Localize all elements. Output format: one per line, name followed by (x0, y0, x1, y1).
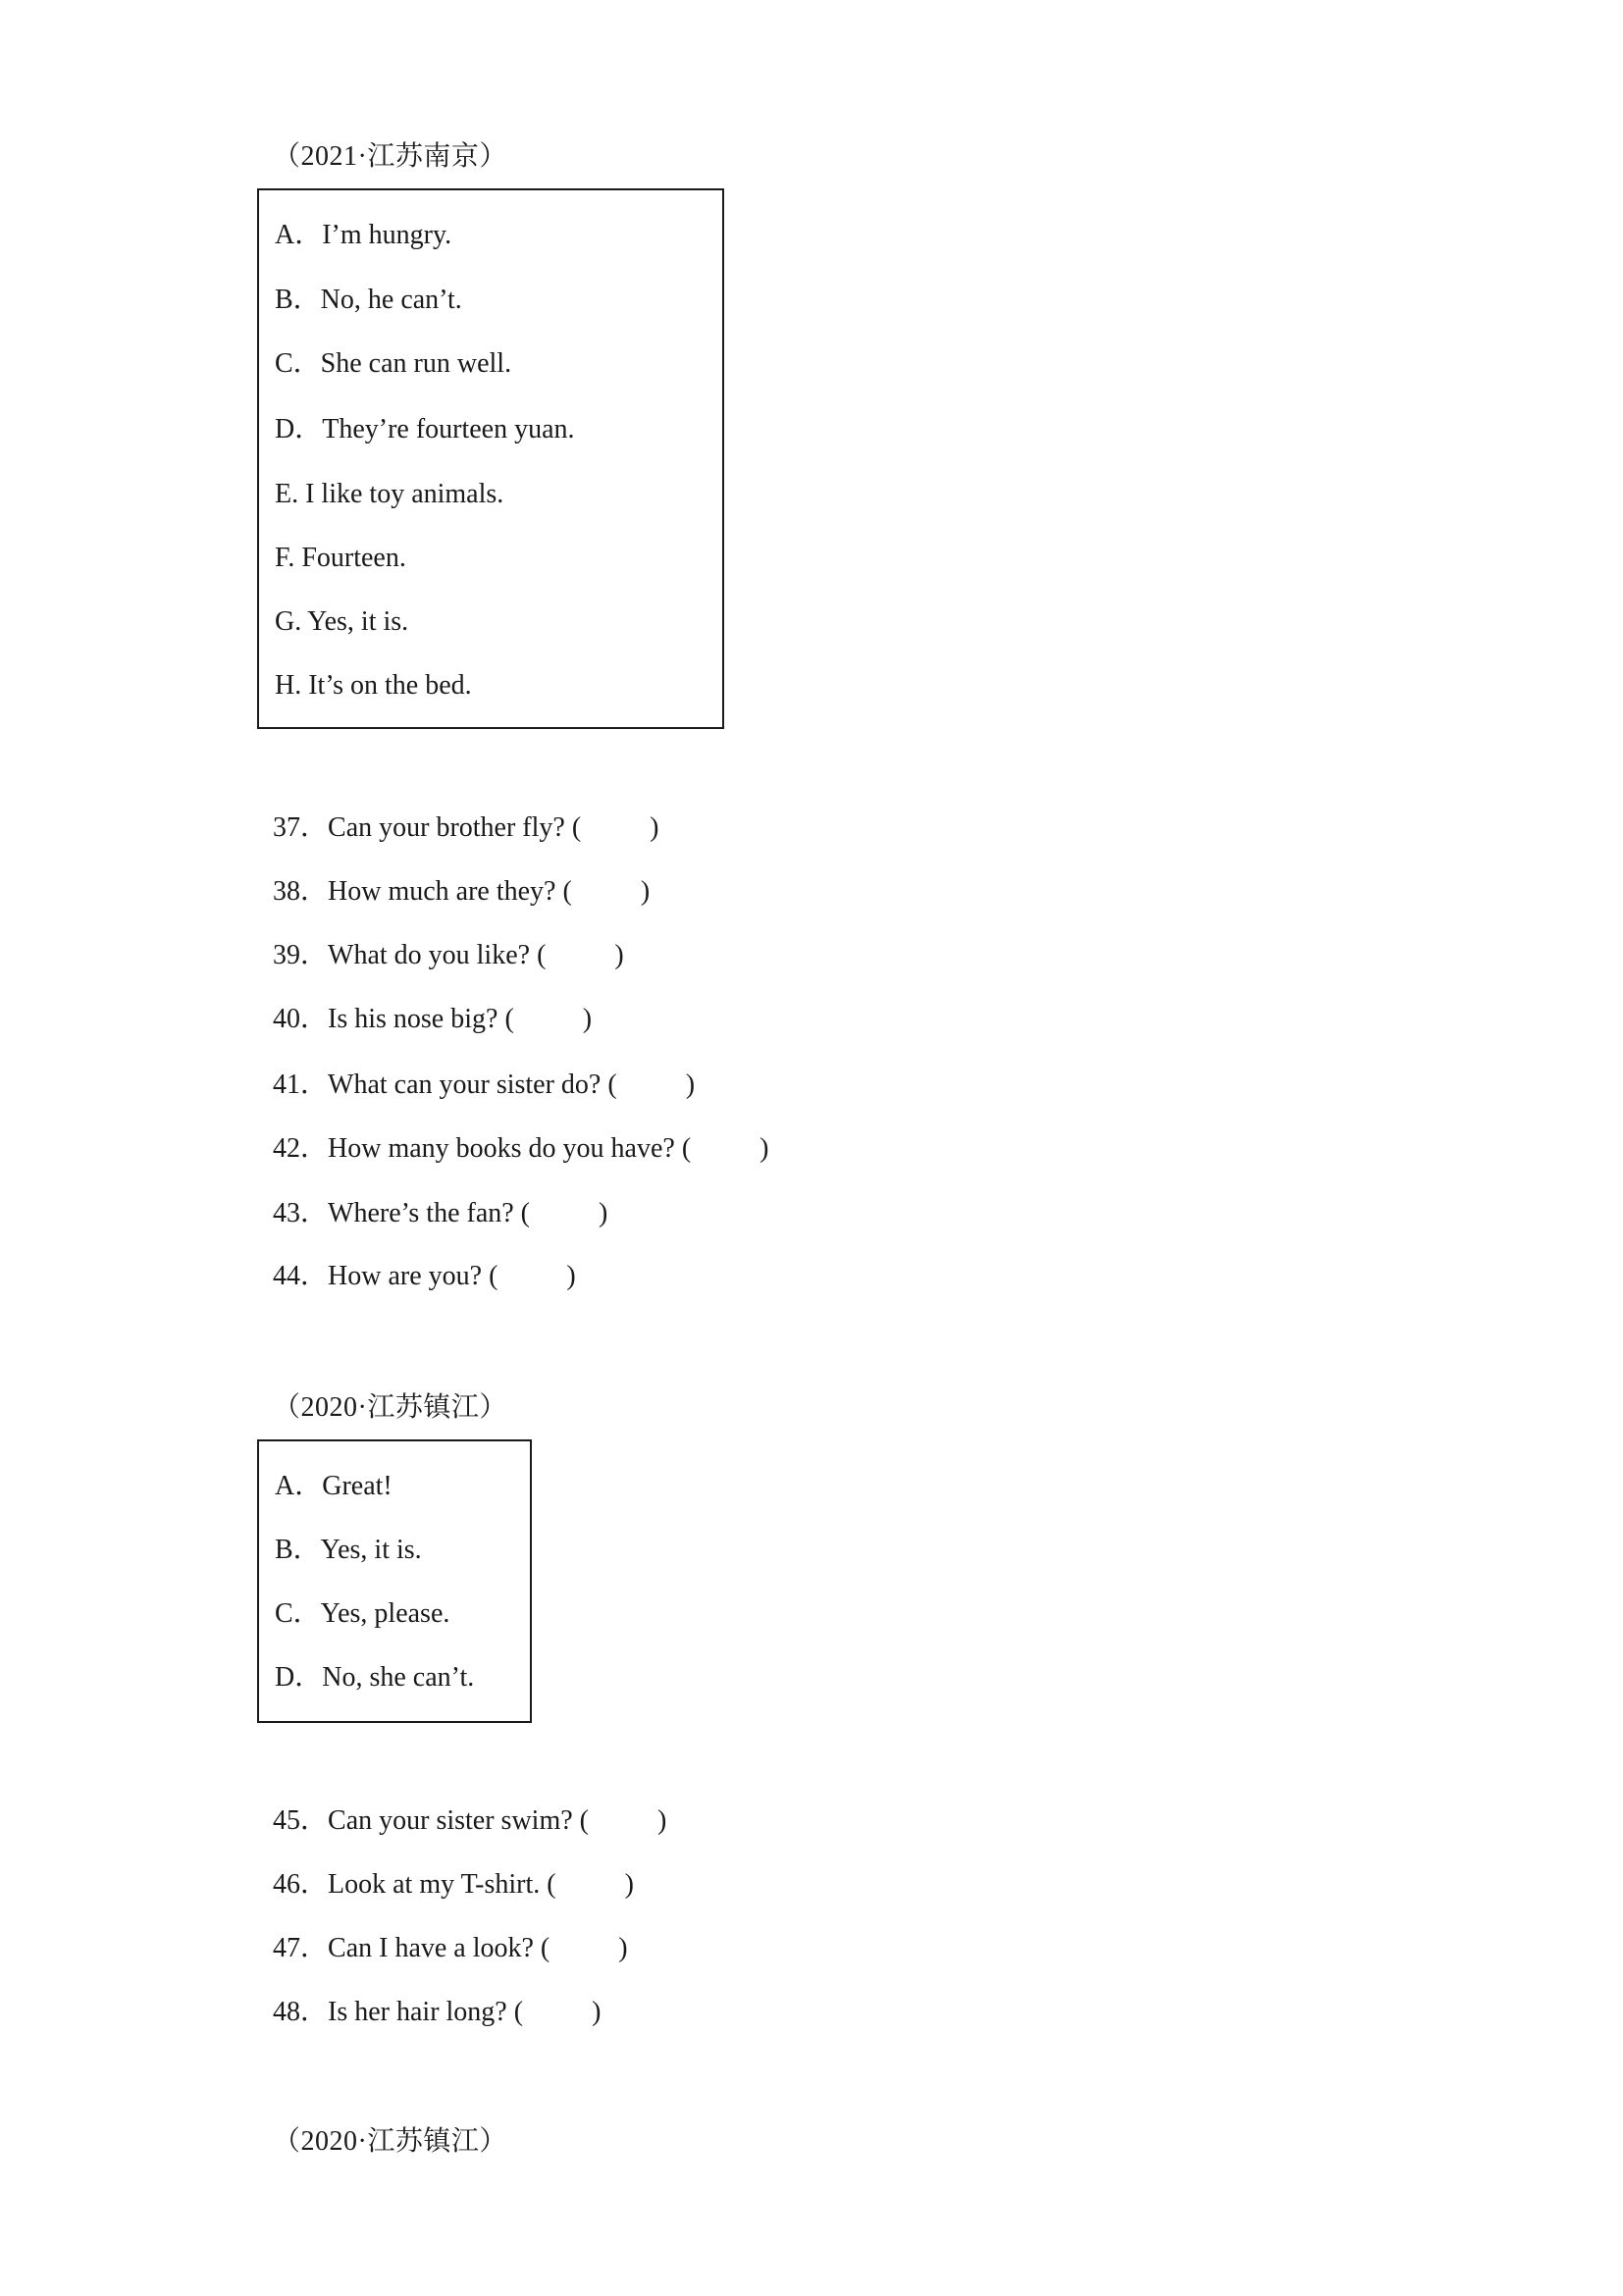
close-paren: ) (650, 812, 659, 843)
close-paren: ) (592, 1997, 602, 2027)
question-text: What do you like? ( (328, 940, 547, 970)
question-text: Is his nose big? ( (328, 1004, 514, 1034)
question-43 (273, 1196, 607, 1231)
option-a: A．Great! (275, 1471, 393, 1501)
close-paren: ) (640, 876, 651, 907)
question-text: Is her hair long? ( (328, 1997, 524, 2027)
question-number: 47． (273, 1933, 329, 1963)
question-number: 48． (273, 1997, 329, 2027)
option-d: D．They’re fourteen yuan. (275, 414, 575, 444)
question-number: 46． (273, 1869, 329, 1900)
close-paren: ) (599, 1198, 608, 1228)
question-number: 45． (273, 1805, 329, 1836)
question-42 (273, 1131, 769, 1167)
question-41 (273, 1068, 695, 1103)
close-paren: ) (566, 1261, 576, 1291)
question-39 (273, 938, 624, 973)
option-b: B．No, he can’t. (275, 285, 462, 315)
answer-options-box (257, 1439, 532, 1723)
close-paren: ) (618, 1933, 628, 1963)
close-paren: ) (624, 1869, 634, 1900)
option-a: A．I’m hungry. (275, 220, 452, 250)
close-paren: ) (656, 1805, 667, 1836)
close-paren: ) (582, 1004, 593, 1034)
question-text: Can your sister swim? ( (328, 1805, 589, 1836)
close-paren: ) (685, 1070, 696, 1100)
option-g: G. Yes, it is. (275, 606, 409, 637)
option-c: C．Yes, please. (275, 1598, 450, 1629)
question-text: Where’s the fan? ( (328, 1198, 531, 1228)
question-number: 42． (273, 1133, 329, 1164)
question-48 (273, 1995, 601, 2030)
question-number: 40． (273, 1004, 329, 1034)
question-40 (273, 1002, 592, 1037)
question-44 (273, 1259, 576, 1294)
question-number: 43． (273, 1198, 329, 1228)
section-source-label: （2021·江苏南京） (273, 141, 507, 172)
close-paren: ) (614, 940, 624, 970)
question-number: 38． (273, 876, 329, 907)
question-45 (273, 1803, 666, 1839)
option-c: C．She can run well. (275, 348, 512, 379)
close-paren: ) (759, 1133, 769, 1164)
question-text: What can your sister do? ( (328, 1070, 617, 1100)
question-text: Look at my T-shirt. ( (328, 1869, 556, 1900)
question-text: How much are they? ( (328, 876, 572, 907)
question-47 (273, 1931, 628, 1966)
option-b: B．Yes, it is. (275, 1535, 422, 1565)
option-e: E. I like toy animals. (275, 479, 504, 509)
question-37 (273, 810, 658, 846)
option-f: F. Fourteen. (275, 543, 406, 573)
question-number: 39． (273, 940, 329, 970)
option-h: H. It’s on the bed. (275, 670, 472, 701)
question-46 (273, 1867, 634, 1903)
question-number: 41． (273, 1070, 329, 1100)
question-number: 44． (273, 1261, 329, 1291)
question-text: How are you? ( (328, 1261, 498, 1291)
question-38 (273, 874, 650, 910)
answer-options-box (257, 188, 724, 729)
option-d: D．No, she can’t. (275, 1662, 475, 1693)
section-source-label: （2020·江苏镇江） (273, 2126, 507, 2157)
question-text: How many books do you have? ( (328, 1133, 692, 1164)
question-text: Can I have a look? ( (328, 1933, 550, 1963)
section-source-label: （2020·江苏镇江） (273, 1392, 507, 1423)
question-number: 37． (273, 812, 329, 843)
question-text: Can your brother fly? ( (328, 812, 582, 843)
